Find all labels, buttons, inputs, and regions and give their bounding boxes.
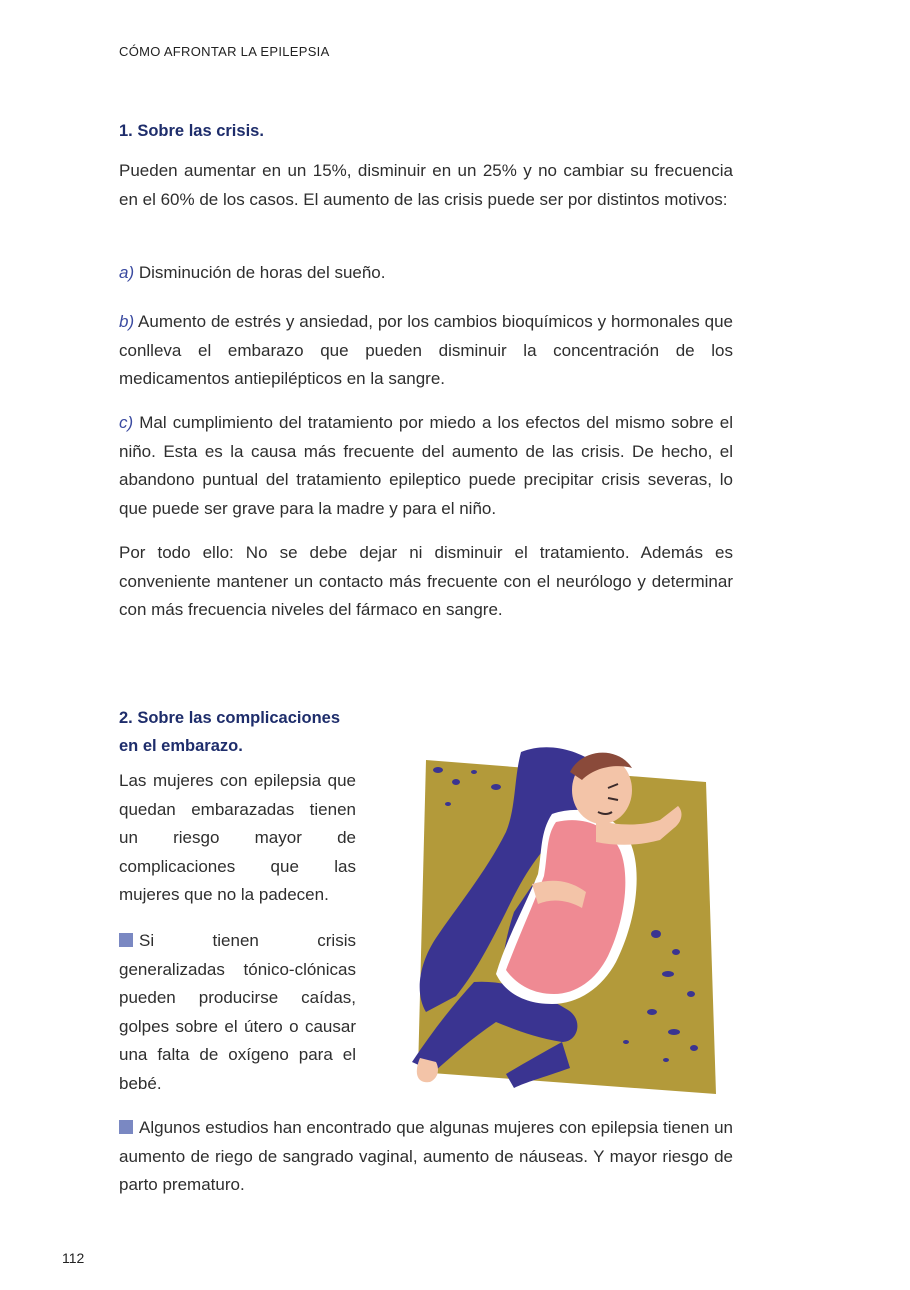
list-item-a: [119, 259, 733, 288]
section-2-heading-line2: en el embarazo.: [119, 737, 243, 755]
section-1-conclusion: Por todo ello: No se debe dejar ni disminuir el tratamiento. Además es conveniente mantener un contacto más frecuente con el neurólogo y determinar con más frecuencia niveles del fármaco en sangre.: [119, 543, 733, 619]
square-bullet-icon: [119, 933, 133, 947]
list-label-c: c): [119, 413, 134, 432]
list-label-b: b): [119, 312, 135, 331]
bullet-text-2: Algunos estudios han encontrado que algunas mujeres con epilepsia tienen un aumento de riego de sangrado vaginal, aumento de náuseas. Y mayor riesgo de parto prematuro.: [119, 1118, 733, 1194]
square-bullet-icon: [119, 1120, 133, 1134]
section-1-intro: Pueden aumentar en un 15%, disminuir en un 25% y no cambiar su frecuencia en el 60% de los casos. El aumento de las crisis puede ser por distintos motivos:: [119, 161, 733, 209]
pregnant-woman-seizure-illustration: [356, 712, 734, 1104]
section-2-heading-line1: 2. Sobre las complicaciones: [119, 709, 341, 727]
section-2-heading: [119, 704, 340, 760]
bullet-text-1: Si tienen crisis generalizadas tónico-clónicas pueden producirse caídas, golpes sobre el útero o causar una falta de oxígeno para el bebé.: [119, 931, 356, 1093]
list-item-b: [119, 308, 733, 394]
section-2-intro: Las mujeres con epilepsia que quedan embarazadas tienen un riesgo mayor de complicaciones que las mujeres que no la padecen.: [119, 771, 356, 904]
bullet-item-1: [119, 927, 356, 1098]
list-text-c: Mal cumplimiento del tratamiento por miedo a los efectos del mismo sobre el niño. Esta es la causa más frecuente del aumento de las crisis. De hecho, el abandono puntual del tratamiento epileptico puede precipitar crisis severas, lo que puede ser grave para la madre y para el niño.: [119, 413, 733, 518]
list-text-b: Aumento de estrés y ansiedad, por los cambios bioquímicos y hormonales que conlleva el embarazo que pueden disminuir la concentración de los medicamentos antiepilépticos en la sangre.: [119, 312, 733, 388]
running-header: CÓMO AFRONTAR LA EPILEPSIA: [119, 44, 330, 59]
list-item-c: [119, 409, 733, 523]
list-label-a: a): [119, 263, 135, 282]
bullet-item-2: [119, 1114, 733, 1200]
section-1-heading: 1. Sobre las crisis.: [119, 122, 264, 140]
list-text-a: Disminución de horas del sueño.: [134, 263, 386, 282]
page-number: 112: [62, 1250, 85, 1266]
